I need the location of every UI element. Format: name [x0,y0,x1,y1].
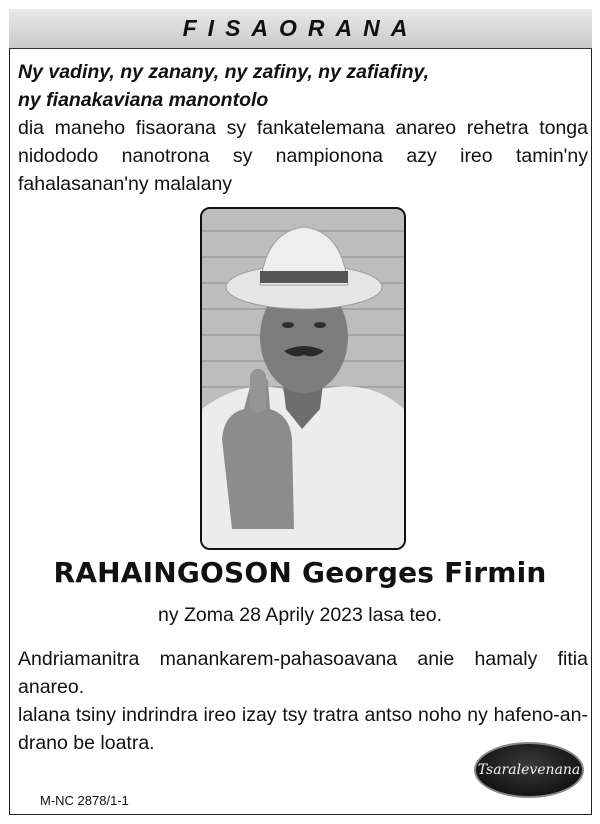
thanks-paragraph: dia maneho fisaorana sy fankatelemana anareo rehetra tonga nidododo nanotrona sy nampionona azy ireo tamin'ny fahalasanan'ny malalany [18,117,588,195]
closing-paragraph-1: Andriamanitra manankarem-pahasoavana anie hamaly fitia anareo. [18,648,588,698]
notice-title: FISAORANA [182,15,419,41]
family-lines [18,58,588,114]
notice-header [9,9,592,49]
closing-paragraph-2: lalana tsiny indrindra ireo izay tsy tratra antso noho ny hafeno-an-drano be loatra. [18,704,588,754]
company-logo [474,742,584,798]
portrait-image [202,209,404,548]
portrait-photo [200,207,406,550]
logo-text: Tsaralevenana [477,762,581,778]
family-line-2: ny fianakaviana manontolo [18,89,269,111]
deceased-name: RAHAINGOSON Georges Firmin [53,556,547,589]
family-line-1: Ny vadiny, ny zanany, ny zafiny, ny zafiafiny, [18,61,430,83]
reference-code: M-NC 2878/1-1 [40,793,129,808]
death-date: ny Zoma 28 Aprily 2023 lasa teo. [158,604,442,626]
closing-text [18,645,588,757]
